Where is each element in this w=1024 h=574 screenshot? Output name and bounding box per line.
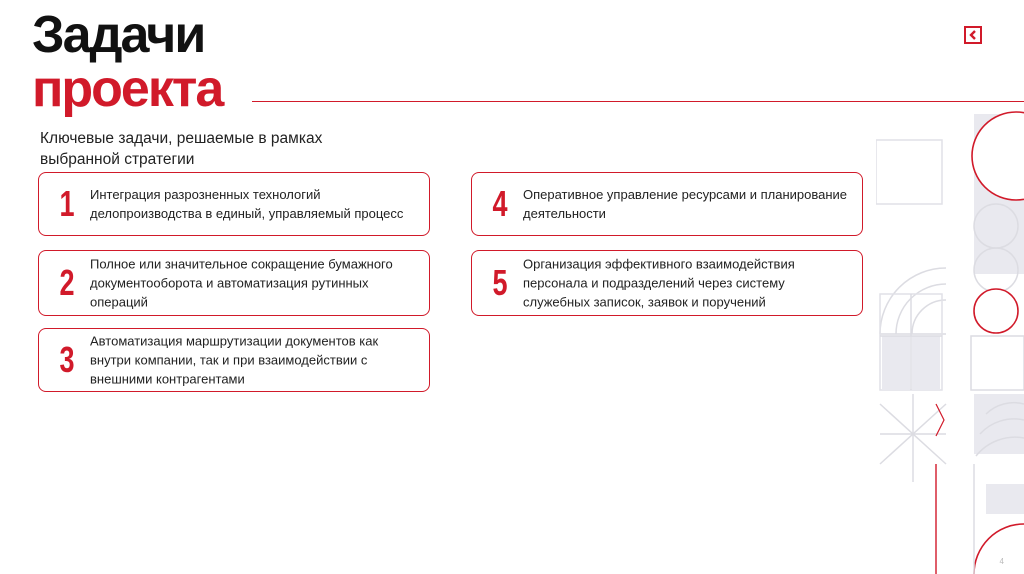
task-text: Организация эффективного взаимодействия персонала и подразделений через систему служебных записок, заявок и поручений [523, 256, 795, 310]
task-number: 3 [59, 339, 75, 380]
task-number: 2 [59, 262, 75, 303]
task-text: Полное или значительное сокращение бумажного документооборота и автоматизация рутинных операций [90, 256, 393, 310]
task-text: Автоматизация маршрутизации документов как внутри компании, так и при взаимодействии с внешними контрагентами [90, 333, 379, 387]
task-number: 1 [59, 183, 75, 224]
task-card-2 [38, 250, 430, 316]
page-number: 4 [999, 557, 1004, 566]
task-card-1 [38, 172, 430, 236]
page-title [32, 8, 222, 116]
task-text: Оперативное управление ресурсами и планирование деятельности [523, 187, 848, 221]
title-line-2: проекта [32, 60, 223, 118]
back-button[interactable] [964, 26, 982, 44]
back-arrow-icon [968, 30, 978, 40]
title-divider [252, 101, 1024, 102]
task-card-3 [38, 328, 430, 392]
title-line-1: Задачи [32, 6, 205, 64]
task-text: Интеграция разрозненных технологий делопроизводства в единый, управляемый процесс [90, 187, 404, 221]
task-card-5 [471, 250, 863, 316]
decorative-geometric-pattern [876, 104, 1024, 574]
subtitle: Ключевые задачи, решаемые в рамках выбранной стратегии [40, 130, 323, 168]
task-number: 4 [492, 183, 508, 224]
task-card-4 [471, 172, 863, 236]
task-number: 5 [492, 262, 508, 303]
